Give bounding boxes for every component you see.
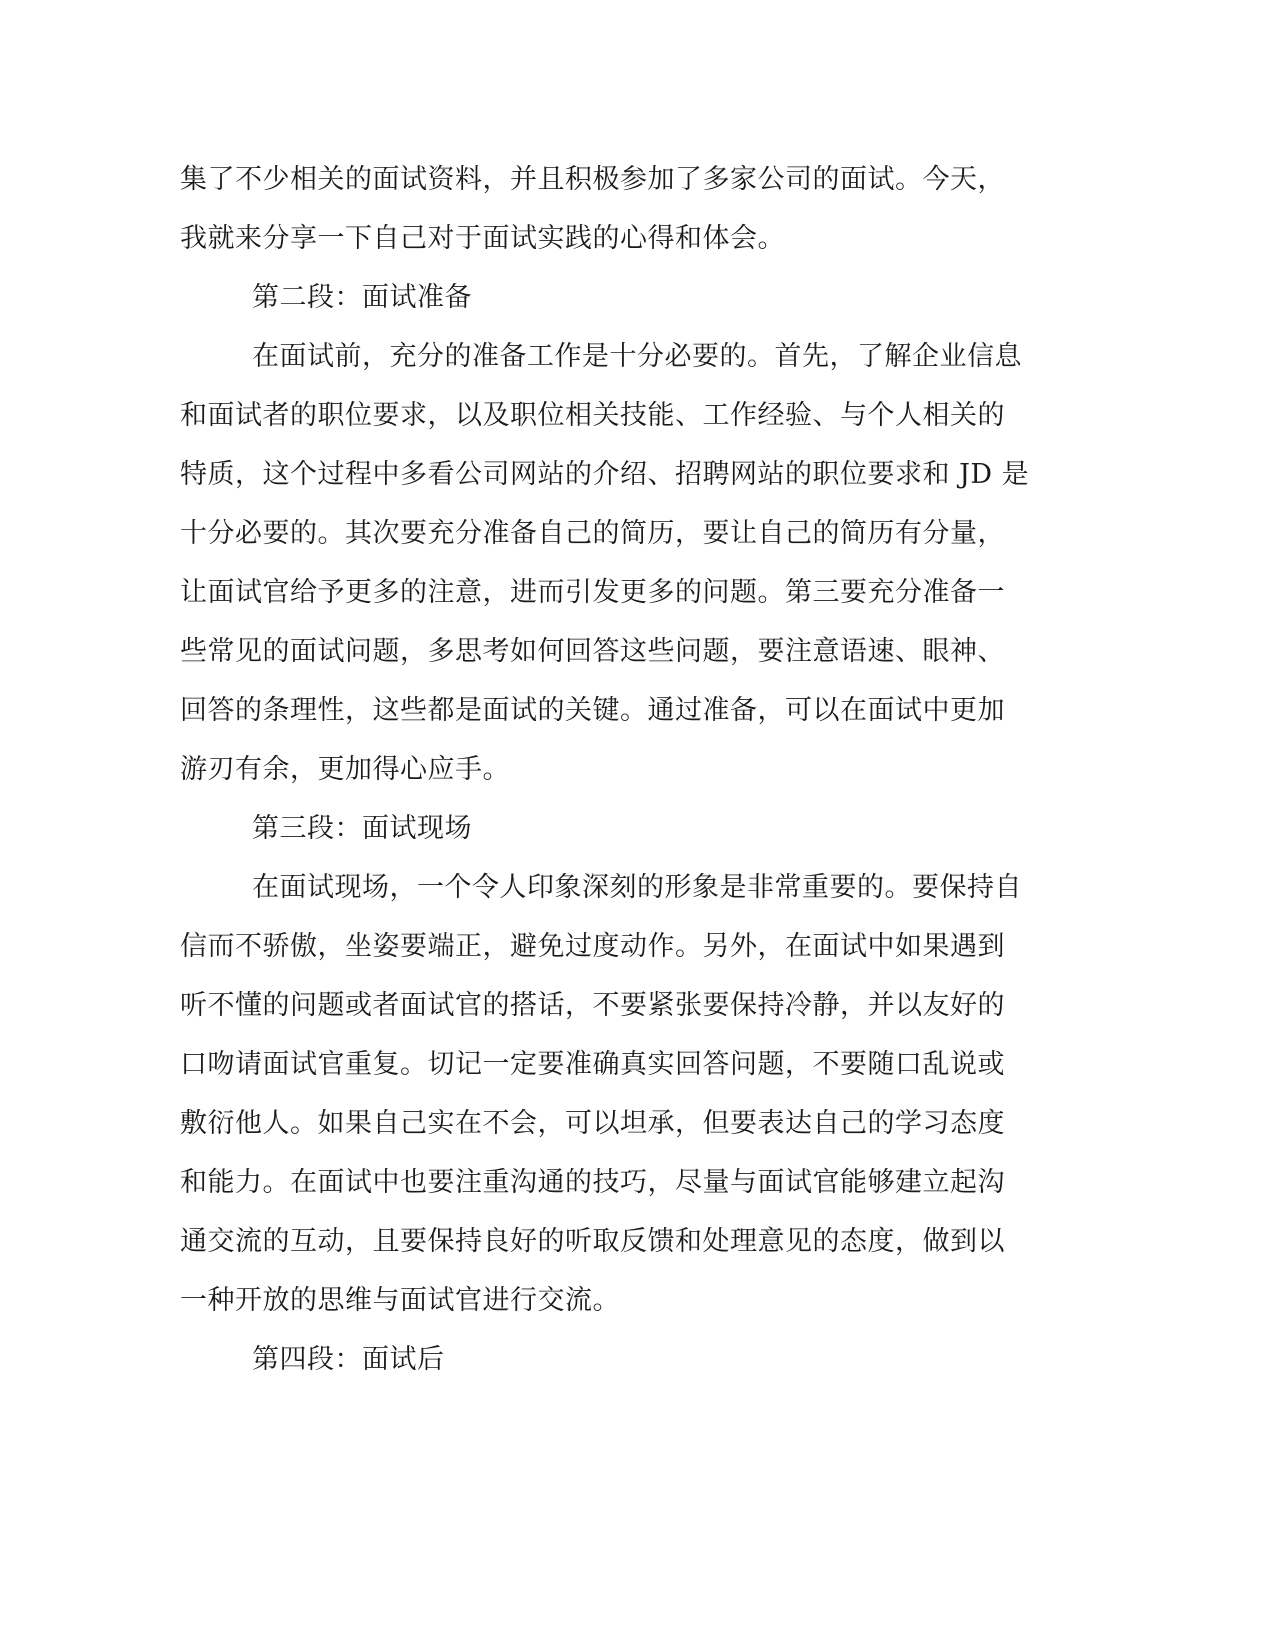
preparation-line-5: 让面试官给予更多的注意，进而引发更多的问题。第三要充分准备一	[180, 577, 1005, 608]
section-heading-after: 第四段：面试后	[252, 1344, 445, 1375]
onsite-line-3: 听不懂的问题或者面试官的搭话，不要紧张要保持冷静，并以友好的	[180, 990, 1005, 1021]
preparation-line-7: 回答的条理性，这些都是面试的关键。通过准备，可以在面试中更加	[180, 695, 1005, 726]
preparation-line-8: 游刃有余，更加得心应手。	[180, 754, 510, 785]
section-heading-preparation: 第二段：面试准备	[252, 282, 472, 313]
onsite-line-8: 一种开放的思维与面试官进行交流。	[180, 1285, 620, 1316]
onsite-line-6: 和能力。在面试中也要注重沟通的技巧，尽量与面试官能够建立起沟	[180, 1167, 1005, 1198]
onsite-line-4: 口吻请面试官重复。切记一定要准确真实回答问题，不要随口乱说或	[180, 1049, 1005, 1080]
onsite-line-5: 敷衍他人。如果自己实在不会，可以坦承，但要表达自己的学习态度	[180, 1108, 1005, 1139]
preparation-line-2: 和面试者的职位要求，以及职位相关技能、工作经验、与个人相关的	[180, 400, 1005, 431]
onsite-line-1: 在面试现场，一个令人印象深刻的形象是非常重要的。要保持自	[252, 872, 1022, 903]
preparation-line-6: 些常见的面试问题，多思考如何回答这些问题，要注意语速、眼神、	[180, 636, 1005, 667]
preparation-line-1: 在面试前，充分的准备工作是十分必要的。首先，了解企业信息	[252, 341, 1022, 372]
intro-line-1: 集了不少相关的面试资料，并且积极参加了多家公司的面试。今天，	[180, 164, 1005, 195]
preparation-line-4: 十分必要的。其次要充分准备自己的简历，要让自己的简历有分量，	[180, 518, 1005, 549]
preparation-line-3: 特质，这个过程中多看公司网站的介绍、招聘网站的职位要求和 JD 是	[180, 459, 1030, 490]
section-heading-onsite: 第三段：面试现场	[252, 813, 472, 844]
onsite-line-2: 信而不骄傲，坐姿要端正，避免过度动作。另外，在面试中如果遇到	[180, 931, 1005, 962]
onsite-line-7: 通交流的互动，且要保持良好的听取反馈和处理意见的态度，做到以	[180, 1226, 1005, 1257]
intro-line-2: 我就来分享一下自己对于面试实践的心得和体会。	[180, 223, 785, 254]
